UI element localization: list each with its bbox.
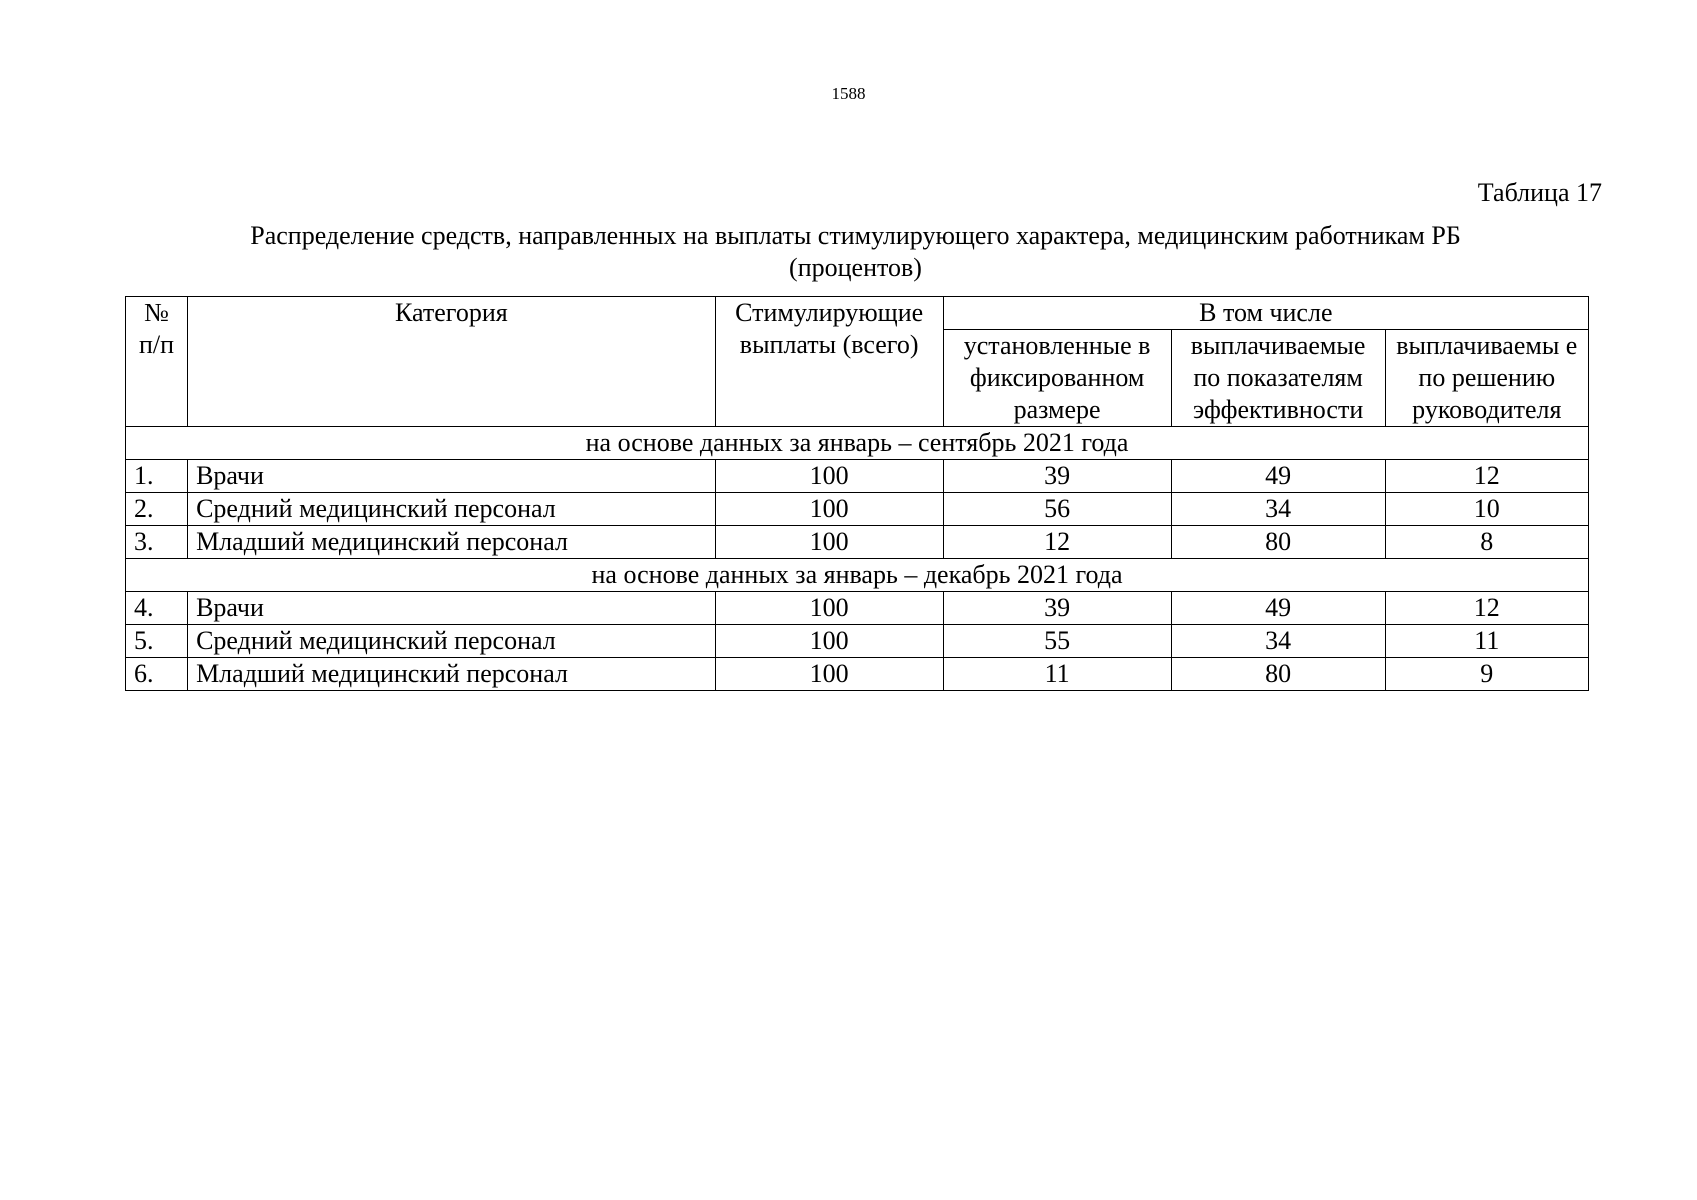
table-row	[126, 658, 1589, 691]
row-fixed: 56	[943, 493, 1171, 526]
row-category: Средний медицинский персонал	[188, 493, 716, 526]
row-performance: 34	[1171, 625, 1385, 658]
row-number: 3.	[126, 526, 188, 559]
row-manager: 12	[1385, 460, 1588, 493]
row-fixed: 12	[943, 526, 1171, 559]
row-total: 100	[715, 493, 943, 526]
table-row	[126, 592, 1589, 625]
row-number: 2.	[126, 493, 188, 526]
header-num: № п/п	[126, 297, 188, 427]
row-total: 100	[715, 592, 943, 625]
section-title: на основе данных за январь – сентябрь 2021 года	[126, 427, 1589, 460]
row-fixed: 55	[943, 625, 1171, 658]
row-total: 100	[715, 460, 943, 493]
row-performance: 34	[1171, 493, 1385, 526]
row-category: Врачи	[188, 460, 716, 493]
row-performance: 49	[1171, 592, 1385, 625]
row-manager: 10	[1385, 493, 1588, 526]
row-category: Младший медицинский персонал	[188, 526, 716, 559]
distribution-table	[125, 296, 1589, 691]
row-manager: 8	[1385, 526, 1588, 559]
row-manager: 9	[1385, 658, 1588, 691]
row-performance: 49	[1171, 460, 1385, 493]
title-line-1: Распределение средств, направленных на выплаты стимулирующего характера, медицинским работникам РБ	[250, 221, 1461, 250]
row-number: 5.	[126, 625, 188, 658]
header-fixed: установленные в фиксированном размере	[943, 330, 1171, 427]
row-performance: 80	[1171, 526, 1385, 559]
title-line-2: (процентов)	[789, 253, 922, 282]
row-category: Младший медицинский персонал	[188, 658, 716, 691]
table-row	[126, 460, 1589, 493]
page-number: 1588	[831, 84, 866, 103]
row-total: 100	[715, 658, 943, 691]
table-row	[126, 625, 1589, 658]
table-title	[125, 220, 1586, 284]
row-number: 6.	[126, 658, 188, 691]
section-title: на основе данных за январь – декабрь 2021 года	[126, 559, 1589, 592]
row-number: 4.	[126, 592, 188, 625]
header-total: Стимулирующие выплаты (всего)	[715, 297, 943, 427]
table-row	[126, 493, 1589, 526]
row-category: Средний медицинский персонал	[188, 625, 716, 658]
row-category: Врачи	[188, 592, 716, 625]
header-category: Категория	[188, 297, 716, 427]
row-performance: 80	[1171, 658, 1385, 691]
header-including: В том числе	[943, 297, 1588, 330]
header-performance: выплачиваемые по показателям эффективности	[1171, 330, 1385, 427]
row-manager: 12	[1385, 592, 1588, 625]
table-row	[126, 526, 1589, 559]
row-fixed: 11	[943, 658, 1171, 691]
row-total: 100	[715, 526, 943, 559]
table-label: Таблица 17	[1477, 178, 1602, 207]
row-total: 100	[715, 625, 943, 658]
row-number: 1.	[126, 460, 188, 493]
row-fixed: 39	[943, 460, 1171, 493]
row-manager: 11	[1385, 625, 1588, 658]
header-manager: выплачиваемы е по решению руководителя	[1385, 330, 1588, 427]
row-fixed: 39	[943, 592, 1171, 625]
